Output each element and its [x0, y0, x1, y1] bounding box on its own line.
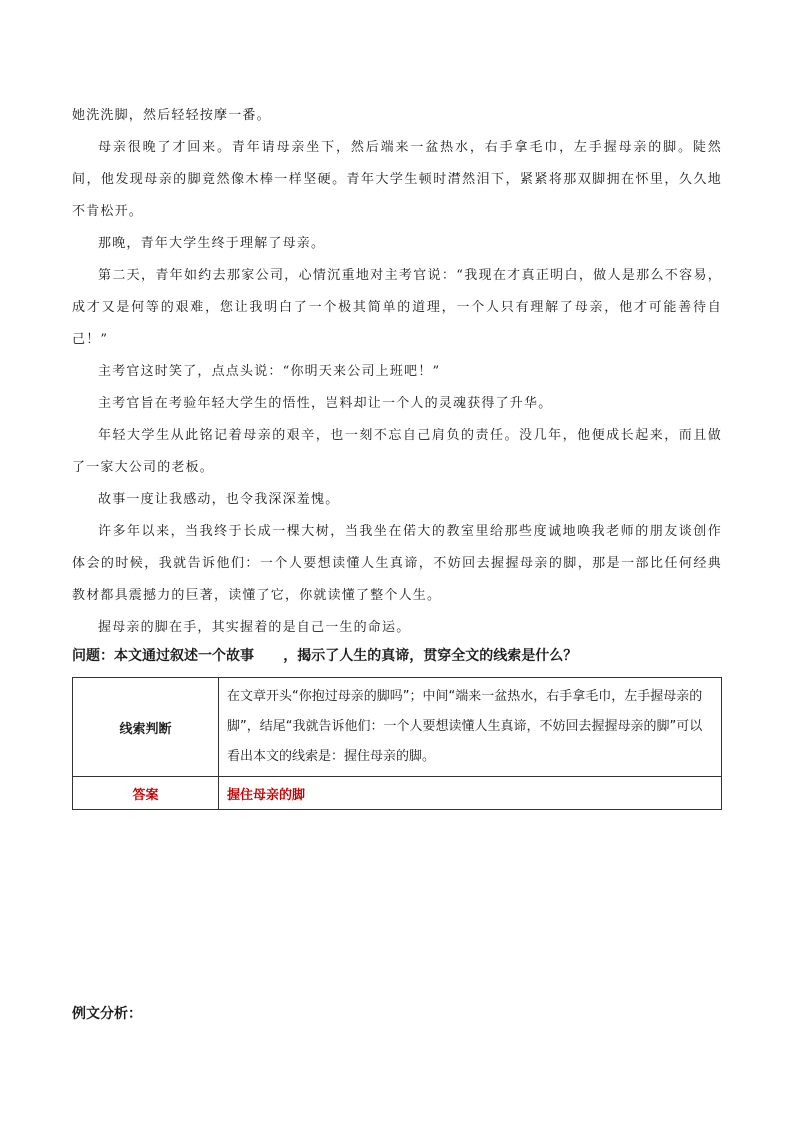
story-paragraph: 那晚，青年大学生终于理解了母亲。: [98, 236, 326, 251]
story-paragraph: 故事一度让我感动，也令我深深羞愧。: [98, 492, 340, 507]
clue-label: 线索判断: [73, 678, 219, 777]
story-paragraph: 第二天，青年如约去那家公司，心情沉重地对主考官说：“我现在才真正明白，做人是那么不容易，成才又是何等的艰难，您让我明白了一个极其简单的道理，一个人只有理解了母亲，他才可能善待自己！”: [72, 268, 722, 347]
question-heading: 问题：本文通过叙述一个故事 ，揭示了人生的真谛，贯穿全文的线索是什么？: [72, 648, 578, 664]
table-row: [73, 777, 722, 810]
story-paragraph: 主考官这时笑了，点点头说：“你明天来公司上班吧！”: [98, 364, 441, 379]
clue-content: 在文章开头“你抱过母亲的脚吗”；中间“端来一盆热水，右手拿毛巾，左手握母亲的脚”，结尾“我就告诉他们：一个人要想读懂人生真谛，不妨回去握握母亲的脚”可以看出本文的线索是：握住母亲的脚。: [219, 678, 722, 777]
story-paragraph: 主考官旨在考验年轻大学生的悟性，岂料却让一个人的灵魂获得了升华。: [98, 396, 553, 411]
story-paragraph: 许多年以来，当我终于长成一棵大树，当我坐在偌大的教室里给那些度诚地唤我老师的朋友谈创作体会的时候，我就告诉他们：一个人要想读懂人生真谛，不妨回去握握母亲的脚，那是一部比任何经典教材都具震撼力的巨著，读懂了它，你就读懂了整个人生。: [72, 524, 722, 603]
table-row: [73, 678, 722, 777]
story-paragraph: 握母亲的脚在手，其实握着的是自己一生的命运。: [98, 620, 411, 635]
story-paragraph: 她洗洗脚，然后轻轻按摩一番。: [72, 108, 271, 123]
answer-label: 答案: [73, 777, 219, 810]
story-paragraph: 年轻大学生从此铭记着母亲的艰辛，也一刻不忘自己肩负的责任。没几年，他便成长起来，而且做了一家大公司的老板。: [72, 428, 722, 475]
clue-answer-table: [72, 677, 722, 810]
answer-value: 握住母亲的脚: [219, 777, 722, 810]
story-paragraph: 母亲很晚了才回来。青年请母亲坐下，然后端来一盆热水，右手拿毛巾，左手握母亲的脚。陡然间，他发现母亲的脚竟然像木棒一样坚硬。青年大学生顿时潸然泪下，紧紧将那双脚拥在怀里，久久地不肯松开。: [72, 140, 722, 219]
analysis-heading: 例文分析：: [72, 1006, 142, 1022]
story-body: [72, 100, 722, 644]
